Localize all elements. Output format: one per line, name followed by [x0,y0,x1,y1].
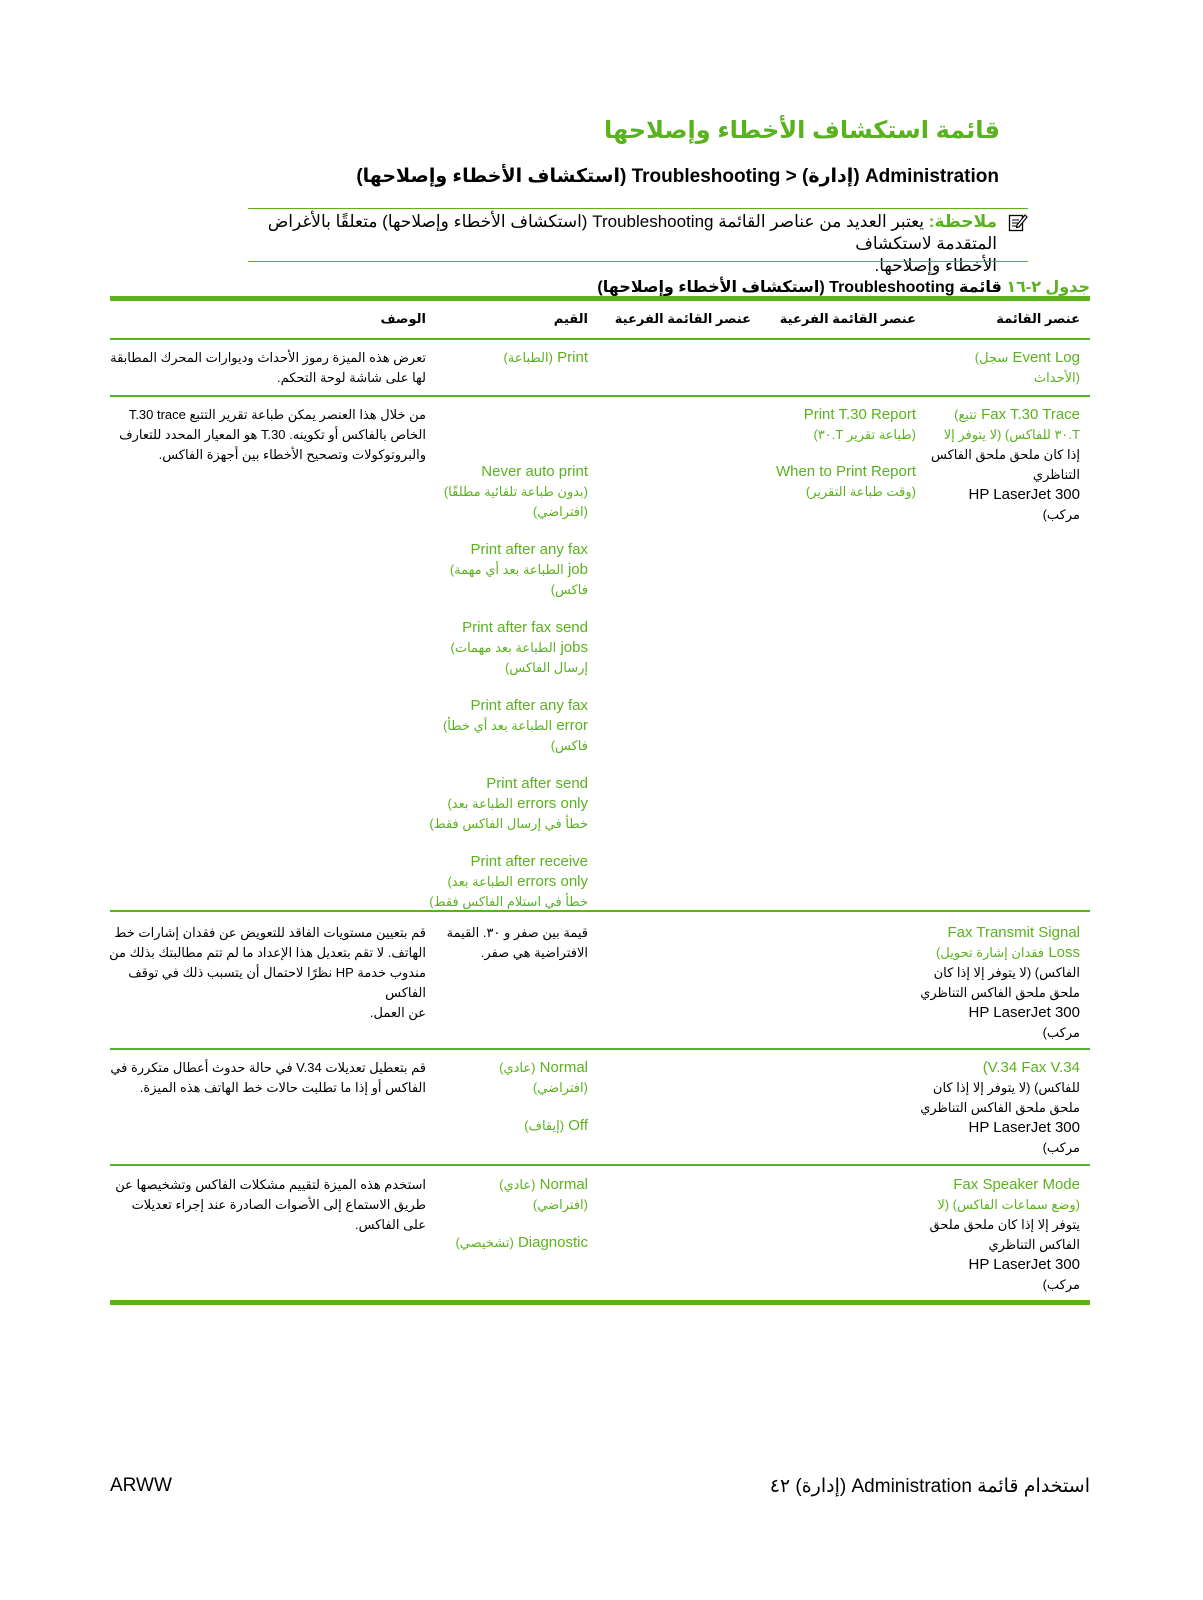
fax-trace-item: (تتبع Fax T.30 Trace T.٣٠ للفاكس) (لا يتوفر إلا إذا كان ملحق ملحق الفاكس التناظري HP LaserJet 300 مركب) [930,406,1080,522]
note-pencil-icon [1008,212,1028,232]
table-caption-number: جدول ٢-١٦ [1006,279,1090,296]
table-bottom-bar [110,1300,1090,1305]
note-body-line2: الأخطاء وإصلاحها. [874,256,997,275]
header-description: الوصف [380,311,426,326]
event-log-item: (سجل Event Log الأحداث) [974,349,1080,385]
fax-trace-description: من خلال هذا العنصر يمكن طباعة تقرير التتبع T.30 trace الخاص بالفاكس أو تكوينه. T.30 هو المعيار المحدد للتعارف والبروتوكولات وتصحيح الأخطاء بين أجهزة الفاكس. [119,407,426,462]
breadcrumb: Administration (إدارة) < Troubleshooting (استكشاف الأخطاء وإصلاحها) [356,166,999,187]
fax-trace-submenu-2: When to Print Report (وقت طباعة التقرير) [775,463,916,499]
table-top-bar [110,296,1090,301]
footer-left: ARWW [110,1475,172,1496]
row-rule [110,1048,1090,1050]
row-rule [110,1164,1090,1166]
fax-speaker-description: استخدم هذه الميزة لتقييم مشكلات الفاكس وتشخيصها عن طريق الاستماع إلى الأصوات الصادرة عند إجراء تعديلات على الفاكس. [115,1177,426,1232]
row-rule [110,910,1090,912]
fax-trace-submenu-1: Print T.30 Report (طباعة تقرير T.٣٠) [803,406,916,442]
table-caption [597,277,1090,297]
footer-right: استخدام قائمة Administration (إدارة) ٤٢ [769,1476,1090,1497]
fax-transmit-description: قم بتعيين مستويات الفاقد للتعويض عن فقدان إشارات خط الهاتف. لا تقم بتعديل هذا الإعداد ما لم تتم مطالبتك بذلك من مندوب خدمة HP نظرًا لاحتمال أن يتسبب ذلك في توقف الفاكس عن العمل. [109,925,426,1020]
event-log-value: (الطباعة) Print [503,349,588,366]
header-menu-item: عنصر القائمة [996,311,1080,326]
fax-v34-description: قم بتعطيل تعديلات V.34 في حالة حدوث أعطال متكررة في الفاكس أو إذا ما تطلبت حالات خط الهاتف هذه الميزة. [110,1060,426,1095]
page-title: قائمة استكشاف الأخطاء وإصلاحها [603,117,1000,144]
fax-transmit-item: Fax Transmit Signal (فقدان إشارة تحويل Loss الفاكس) (لا يتوفر إلا إذا كان ملحق ملحق الفاكس التناظري HP LaserJet 300 مركب) [920,924,1080,1040]
fax-v34-item: (V.34 Fax V.34 للفاكس) (لا يتوفر إلا إذا كان ملحق ملحق الفاكس التناظري HP LaserJet 300 مركب) [920,1059,1080,1155]
fax-trace-values: Never auto print (بدون طباعة تلقائية مطلقًا) (افتراضي) Print after any fax (الطباعة بعد أي مهمة job فاكس) Print after fax send (الطباعة بعد مهمات jobs إرسال الفاكس) Print after any fax (الطباعة بعد أي خطأ error فاكس) Print after send (الطباعة بعد errors only خطأ في إرسال الفاكس فقط) Print after receive (الطباعة بعد errors only خطأ في استلام الفاكس فقط) [429,463,588,909]
note-label: ملاحظة: [928,212,997,231]
event-log-description: تعرض هذه الميزة رموز الأحداث وديوارات المحرك المطابقة لها على شاشة لوحة التحكم. [110,350,426,385]
header-rule [110,338,1090,340]
header-submenu-item-1: عنصر القائمة الفرعية [779,311,916,326]
fax-speaker-values: (عادي) Normal (افتراضي) (تشخيصي) Diagnostic [455,1176,588,1251]
note-body-line1: يعتبر العديد من عناصر القائمة Troubleshooting (استكشاف الأخطاء وإصلاحها) متعلقًا بالأغراض المتقدمة لاستكشاف [267,212,997,253]
note-text [207,211,997,277]
row-rule [110,395,1090,397]
note-top-rule [248,208,1028,209]
header-submenu-item-2: عنصر القائمة الفرعية [614,311,751,326]
table-caption-text: قائمة Troubleshooting (استكشاف الأخطاء وإصلاحها) [597,279,1002,296]
fax-transmit-values: قيمة بين صفر و ٣٠. القيمة الافتراضية هي صفر. [446,925,588,960]
fax-v34-values: (عادي) Normal (افتراضي) (إيقاف) Off [499,1059,588,1134]
header-values: القيم [553,311,588,326]
note-bottom-rule [248,261,1028,262]
fax-speaker-item: Fax Speaker Mode (وضع سماعات الفاكس) (لا يتوفر إلا إذا كان ملحق ملحق الفاكس التناظري HP LaserJet 300 مركب) [929,1176,1080,1292]
